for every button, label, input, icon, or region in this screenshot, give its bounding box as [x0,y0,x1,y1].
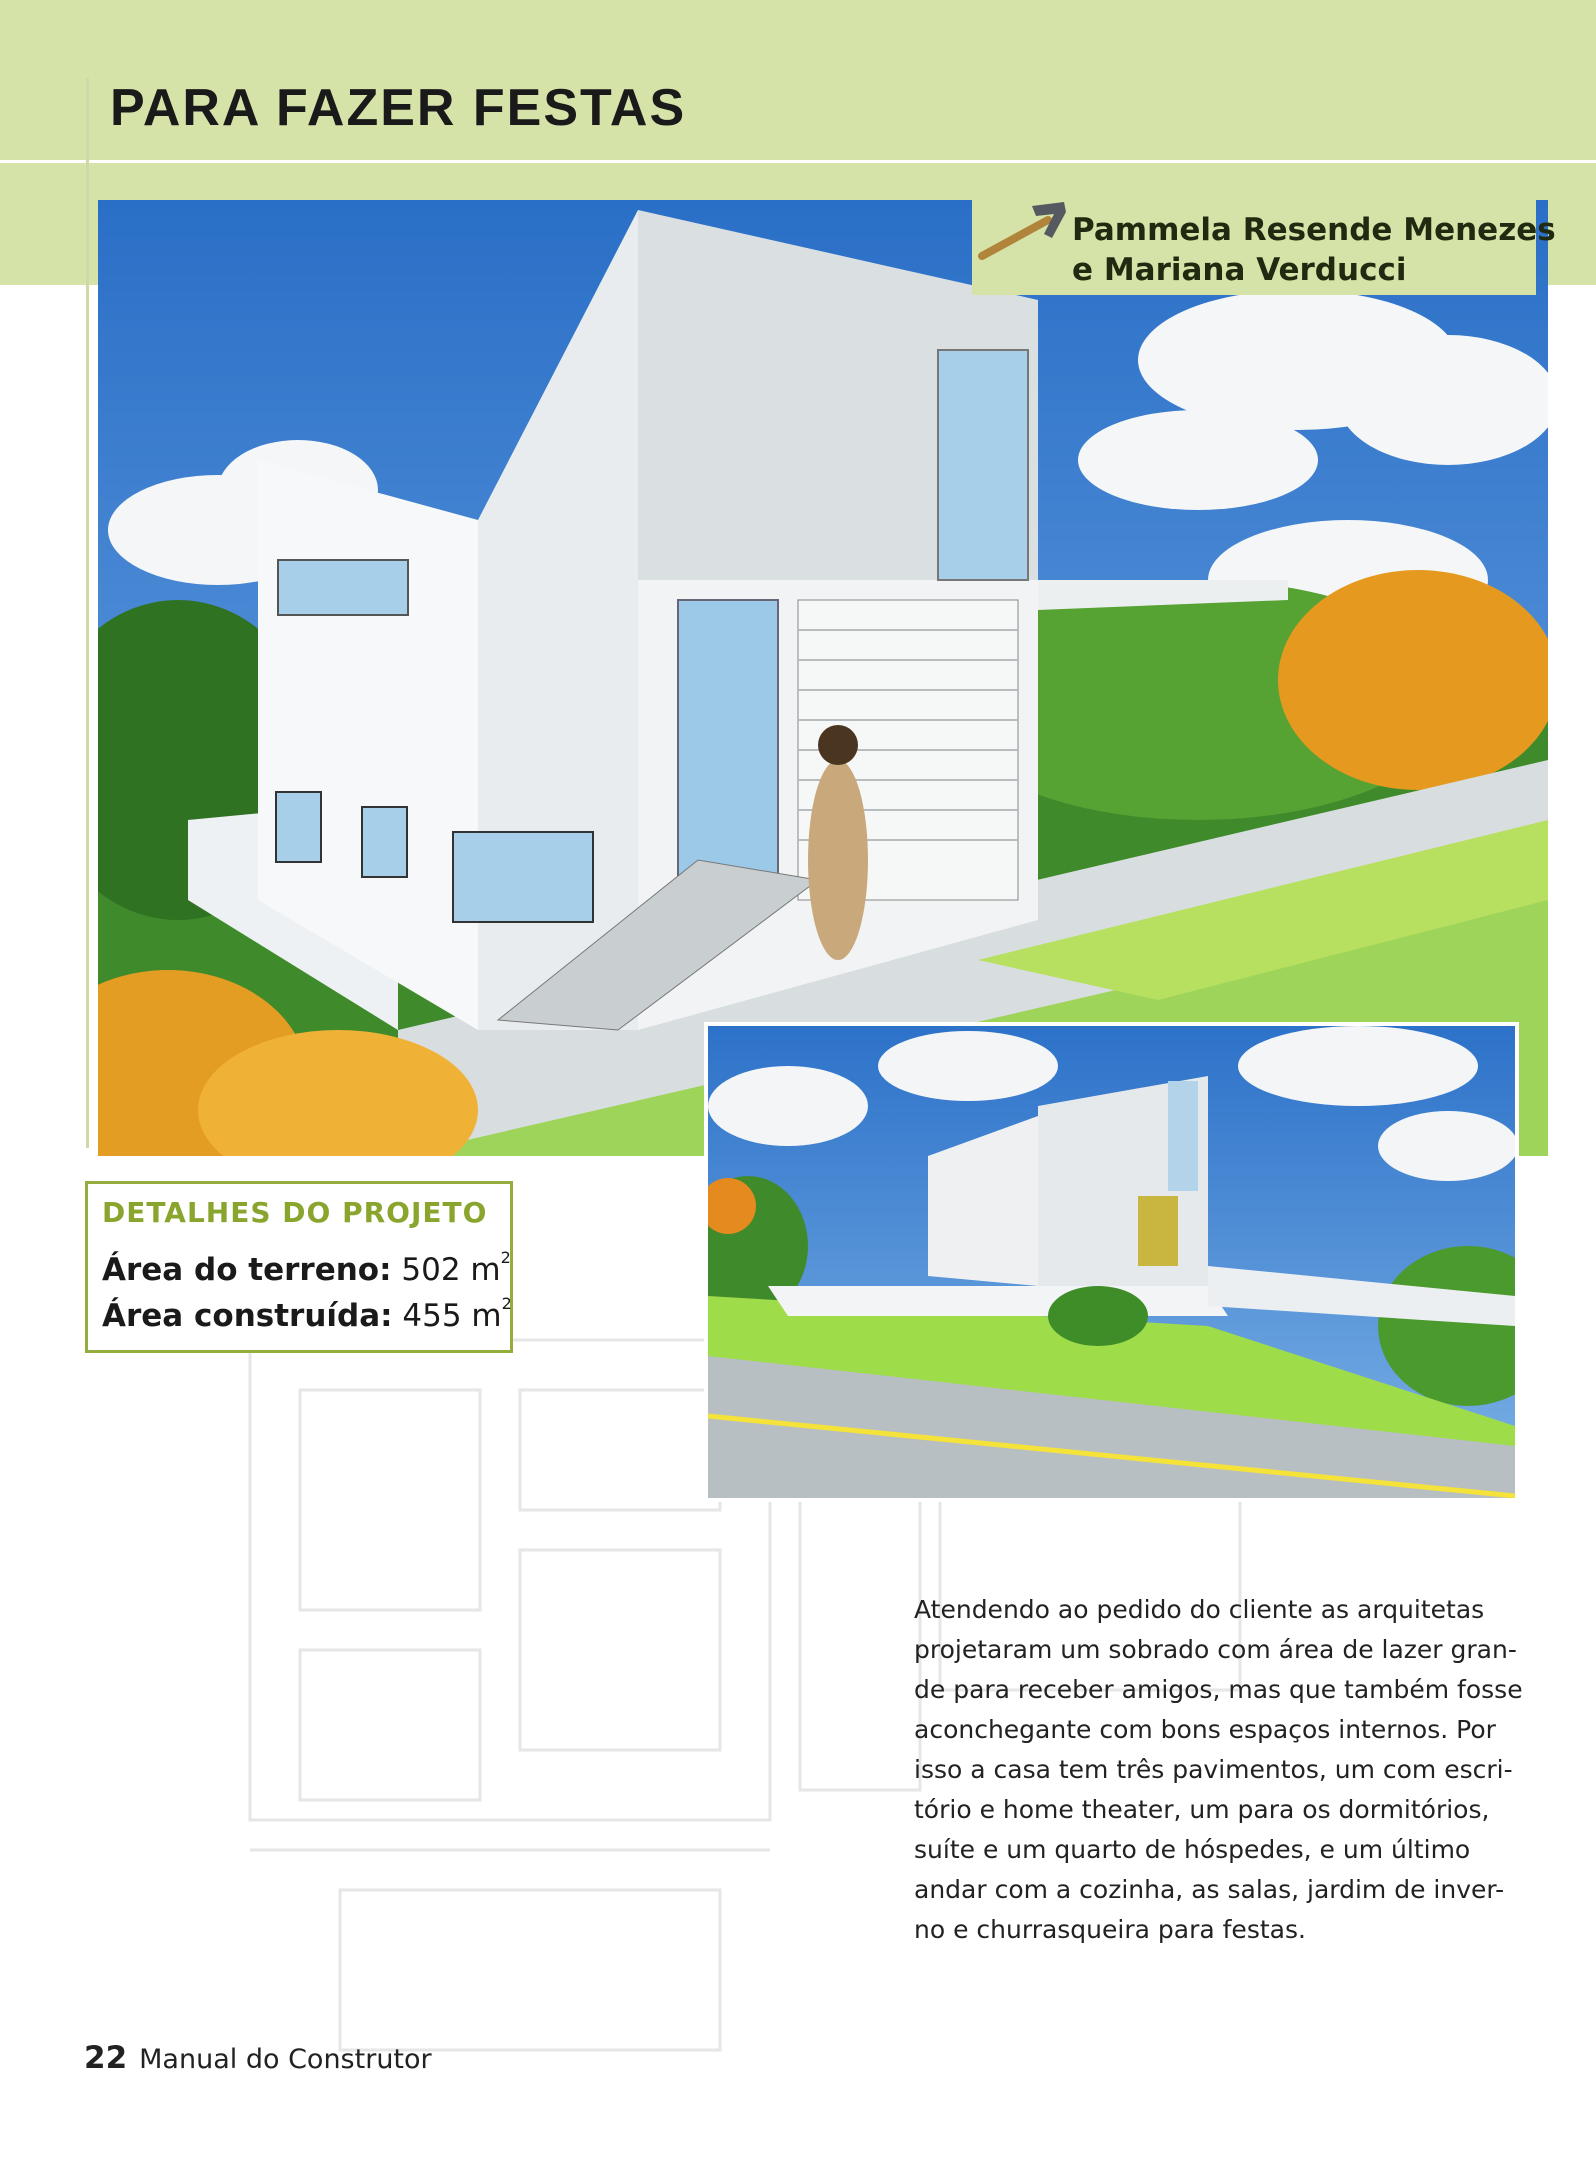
article-line: projetaram um sobrado com área de lazer gran- [914,1635,1517,1664]
author-line-1: Pammela Resende Menezes [1072,212,1556,248]
built-area-value: 455 m [402,1298,502,1334]
terrain-area-value: 502 m [401,1252,501,1288]
built-area-exponent: 2 [501,1294,512,1313]
article-line: Atendendo ao pedido do cliente as arquitetas [914,1595,1485,1624]
details-title: DETALHES DO PROJETO [102,1196,488,1229]
publication-name: Manual do Construtor [139,2044,432,2075]
page-footer [84,2040,432,2076]
hammer-icon [978,198,1070,268]
article-body [914,1590,1523,1950]
article-line: isso a casa tem três pavimentos, um com escri- [914,1755,1513,1784]
author-line-2: e Mariana Verducci [1072,252,1407,288]
article-line: andar com a cozinha, as salas, jardim de inver- [914,1875,1505,1904]
page-number: 22 [84,2040,128,2076]
article-line: aconchegante com bons espaços internos. Por [914,1715,1496,1744]
header-divider [0,160,1596,163]
terrain-area-row [102,1248,511,1288]
house-rendering-main [98,200,1548,1156]
article-line: de para receber amigos, mas que também fosse [914,1675,1523,1704]
terrain-area-label: Área do terreno: [102,1252,392,1288]
project-details-box [85,1181,513,1353]
house-rendering-inset [704,1022,1519,1502]
built-area-row [102,1294,512,1334]
authors [1072,210,1556,290]
article-line: suíte e um quarto de hóspedes, e um último [914,1835,1471,1864]
vertical-rule [86,78,89,1148]
terrain-area-exponent: 2 [500,1248,511,1267]
built-area-label: Área construída: [102,1298,393,1334]
article-line: no e churrasqueira para festas. [914,1915,1306,1944]
article-line: tório e home theater, um para os dormitórios, [914,1795,1490,1824]
page-title: PARA FAZER FESTAS [110,79,687,137]
